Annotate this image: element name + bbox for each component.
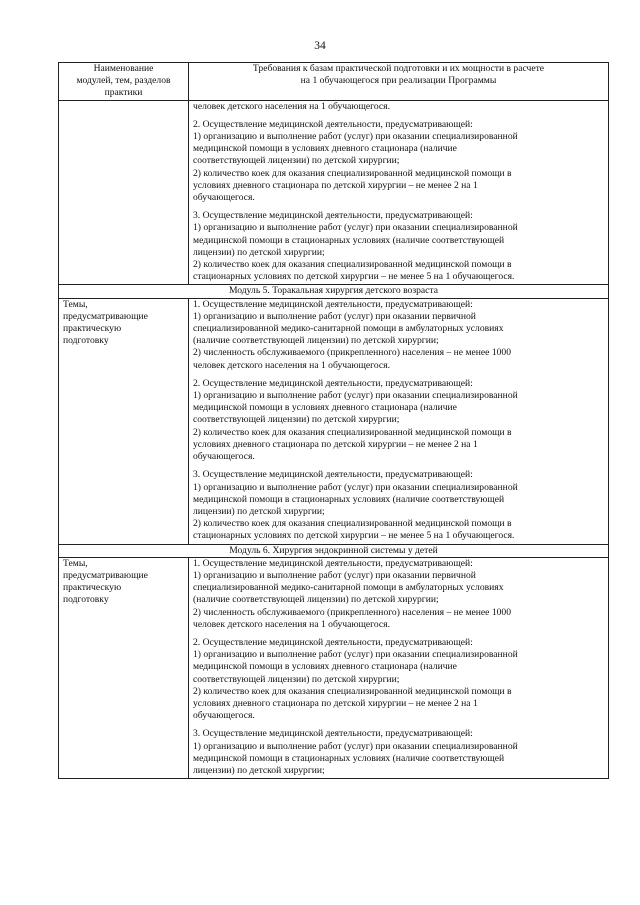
- module-title-row: [59, 285, 609, 298]
- topics-label: Темы, предусматривающие практическую подготовку: [59, 298, 189, 544]
- requirement-block: 1. Осуществление медицинской деятельности, предусматривающей: 1) организацию и выполнение работ (услуг) при оказании первичной специализированной медико-санитарной помощи в амбулаторных условиях (наличие соответствующей лицензии) по детской хирургии; 2) численность обслуживаемого (прикрепленного) населения – не менее 1000 человек детского населения на 1 обучающегося.: [193, 557, 512, 630]
- table-row-continuation: [59, 100, 609, 285]
- table-row-module-6: [59, 557, 609, 778]
- requirement-block: 2. Осуществление медицинской деятельности, предусматривающей: 1) организацию и выполнение работ (услуг) при оказании специализированной медицинской помощи в условиях дневного стационара (наличие соответствующей лицензии) по детской хирургии; 2) количество коек для оказания специализированной медицинской помощи в условиях дневного стационара по детской хирургии – не менее 2 на 1 обучающегося.: [193, 636, 518, 722]
- requirement-block: 3. Осуществление медицинской деятельности, предусматривающей: 1) организацию и выполнение работ (услуг) при оказании специализированной медицинской помощи в стационарных условиях (наличие соответствующей лицензии) по детской хирургии;: [193, 728, 518, 776]
- requirements-table: [58, 62, 609, 779]
- requirement-block: 3. Осуществление медицинской деятельности, предусматривающей: 1) организацию и выполнение работ (услуг) при оказании специализированной медицинской помощи в стационарных условиях (наличие соответствующей лицензии) по детской хирургии; 2) количество коек для оказания специализированной медицинской помощи в стационарных условиях по детской хирургии – не менее 5 на 1 обучающегося.: [193, 210, 518, 283]
- header-modules: Наименование модулей, тем, разделов практики: [59, 63, 189, 101]
- module-6-title: Модуль 6. Хирургия эндокринной системы у детей: [59, 544, 609, 557]
- requirement-block: 3. Осуществление медицинской деятельности, предусматривающей: 1) организацию и выполнение работ (услуг) при оказании специализированной медицинской помощи в стационарных условиях (наличие соответствующей лицензии) по детской хирургии; 2) количество коек для оказания специализированной медицинской помощи в стационарных условиях по детской хирургии – не менее 5 на 1 обучающегося.: [193, 469, 518, 542]
- requirements-cell: [189, 100, 609, 285]
- requirement-block: человек детского населения на 1 обучающегося.: [193, 100, 390, 112]
- table-row-module-5: [59, 298, 609, 544]
- left-cell-empty: [59, 100, 189, 285]
- module-5-title: Модуль 5. Торакальная хирургия детского возраста: [59, 285, 609, 298]
- header-requirements: Требования к базам практической подготовки и их мощности в расчете на 1 обучающегося при реализации Программы: [189, 63, 609, 101]
- page-number: 34: [314, 40, 326, 52]
- module-title-row: [59, 544, 609, 557]
- table-header-row: [59, 63, 609, 101]
- topics-label: Темы, предусматривающие практическую подготовку: [59, 557, 189, 778]
- requirement-block: 2. Осуществление медицинской деятельности, предусматривающей: 1) организацию и выполнение работ (услуг) при оказании специализированной медицинской помощи в условиях дневного стационара (наличие соответствующей лицензии) по детской хирургии; 2) количество коек для оказания специализированной медицинской помощи в условиях дневного стационара по детской хирургии – не менее 2 на 1 обучающегося.: [193, 377, 518, 463]
- requirement-block: 1. Осуществление медицинской деятельности, предусматривающей: 1) организацию и выполнение работ (услуг) при оказании первичной специализированной медико-санитарной помощи в амбулаторных условиях (наличие соответствующей лицензии) по детской хирургии; 2) численность обслуживаемого (прикрепленного) населения – не менее 1000 человек детского населения на 1 обучающегося.: [193, 298, 512, 371]
- requirements-cell: [189, 557, 609, 778]
- requirement-block: 2. Осуществление медицинской деятельности, предусматривающей: 1) организацию и выполнение работ (услуг) при оказании специализированной медицинской помощи в условиях дневного стационара (наличие соответствующей лицензии) по детской хирургии; 2) количество коек для оказания специализированной медицинской помощи в условиях дневного стационара по детской хирургии – не менее 2 на 1 обучающегося.: [193, 118, 518, 204]
- requirements-cell: [189, 298, 609, 544]
